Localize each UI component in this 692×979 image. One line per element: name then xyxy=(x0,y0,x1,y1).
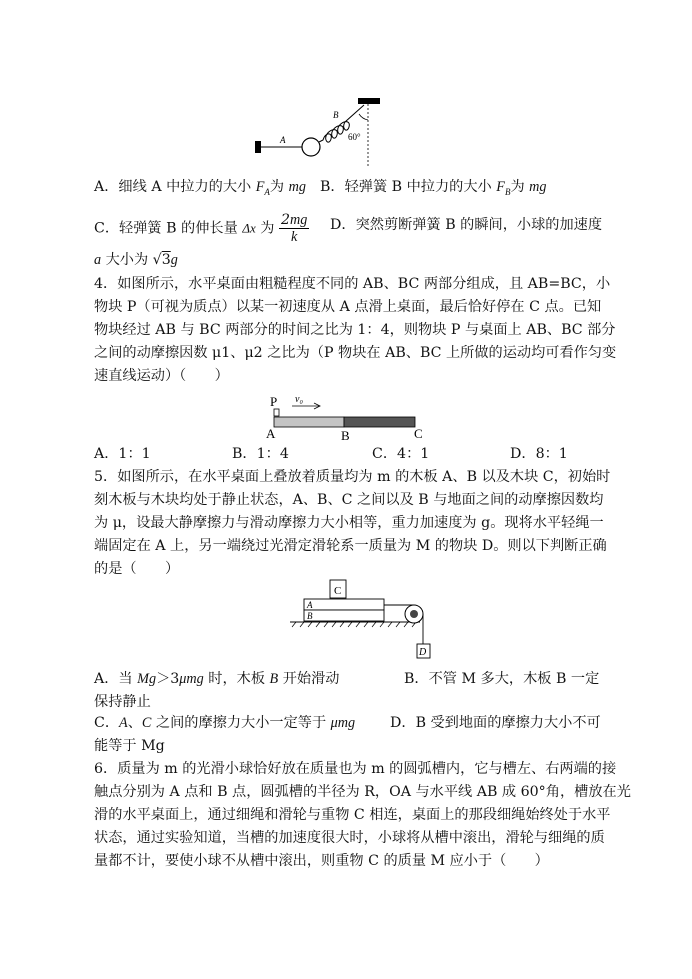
board-a xyxy=(304,599,384,610)
left-wall-block xyxy=(255,141,261,153)
q4-line-2: 物块 P（可视为质点）以某一初速度从 A 点滑上桌面，最后恰好停在 C 点。已知 xyxy=(94,299,602,315)
label-c: C xyxy=(334,585,342,597)
q3-figure xyxy=(250,96,390,168)
q4-option-d: D．8：1 xyxy=(510,446,568,462)
label-b: B xyxy=(307,611,313,621)
q4-option-a: A．1：1 xyxy=(94,446,151,462)
q5-line-4: 端固定在 A 上，另一端绕过光滑定滑轮系一质量为 M 的物块 D。则以下判断正确 xyxy=(94,538,607,554)
label-b: B xyxy=(341,428,350,442)
q6-line-2: 触点分别为 A 点和 B 点，圆弧槽的半径为 R，OA 与水平线 AB 成 60°角，槽放在光 xyxy=(94,784,631,800)
q5-option-a: A．当 Mg＞3μmg 时，木板 B 开始滑动 xyxy=(94,671,340,687)
label-v0: v₀ xyxy=(295,394,303,405)
label-a: A xyxy=(307,600,313,610)
q5-option-b-1: B．不管 M 多大，木板 B 一定 xyxy=(404,671,600,687)
segment-ab xyxy=(274,417,344,427)
q3-option-b: B．轻弹簧 B 中拉力的大小 $F_B$为 mg xyxy=(320,179,547,197)
q4-line-5: 速直线运动）（ ） xyxy=(94,368,229,384)
block-p xyxy=(274,409,279,416)
q6-line-3: 滑的水平桌面上，通过细绳和滑轮与重物 C 相连，桌面上的那段细绳始终处于水平 xyxy=(94,807,611,823)
segment-bc xyxy=(344,417,415,427)
pulley-inner xyxy=(410,610,418,618)
q3-option-d-2: a 大小为 √3g xyxy=(94,252,178,268)
board-b xyxy=(304,610,384,621)
label-b: B xyxy=(333,110,339,120)
q4-figure xyxy=(262,392,432,442)
q6-line-4: 状态，通过实验知道，当槽的加速度很大时，小球将从槽中滚出，滑轮与细绳的质 xyxy=(94,830,605,846)
q5-option-d-2: 能等于 Mg xyxy=(94,738,165,754)
table-hatch xyxy=(292,622,416,627)
q5-line-5: 的是（ ） xyxy=(94,561,180,577)
label-d: D xyxy=(419,647,427,658)
angle-label: 60° xyxy=(348,132,361,142)
q3-option-d-1: D．突然剪断弹簧 B 的瞬间，小球的加速度 xyxy=(330,217,603,233)
q6-line-5: 量都不计，要使小球不从槽中滚出，则重物 C 的质量 M 应小于（ ） xyxy=(94,853,549,869)
q3-option-a: A．细线 A 中拉力的大小 $F_A$为 mg xyxy=(94,179,306,197)
q5-option-d-1: D．B 受到地面的摩擦力大小不可 xyxy=(390,715,601,731)
q4-line-4: 之间的动摩擦因数 μ1、μ2 之比为（P 物块在 AB、BC 上所做的运动均可看作匀变 xyxy=(94,345,617,361)
ceiling-block xyxy=(358,98,380,104)
q3-option-c: C．轻弹簧 B 的伸长量 Δx 为 $\frac{2mg}{k}$ xyxy=(94,212,308,245)
label-c: C xyxy=(414,426,423,441)
q4-line-3: 物块经过 AB 与 BC 两部分的时间之比为 1：4，则物块 P 与桌面上 AB、BC 部分 xyxy=(94,322,616,338)
q4-option-b: B．1：4 xyxy=(232,446,289,462)
q5-line-2: 刻木板与木块均处于静止状态，A、B、C 之间以及 B 与地面之间的动摩擦因数均 xyxy=(94,492,604,508)
label-a: A xyxy=(280,135,286,145)
q5-option-b-2: 保持静止 xyxy=(94,694,151,710)
label-p: P xyxy=(270,394,278,409)
q4-option-c: C．4：1 xyxy=(372,446,430,462)
ball xyxy=(302,138,320,156)
angle-arc xyxy=(359,114,368,120)
q5-figure xyxy=(286,578,441,663)
q6-line-1: 6．质量为 m 的光滑小球恰好放在质量也为 m 的圆弧槽内，它与槽左、右两端的接 xyxy=(94,761,617,777)
q5-line-1: 5．如图所示，在水平桌面上叠放着质量均为 m 的木板 A、B 以及木块 C，初始时 xyxy=(94,469,611,485)
q4-line-1: 4．如图所示，水平桌面由粗糙程度不同的 AB、BC 两部分组成，且 AB=BC，小 xyxy=(94,276,611,292)
label-a: A xyxy=(266,426,276,441)
q5-option-c: C．A、C 之间的摩擦力大小一定等于 μmg xyxy=(94,715,356,731)
q5-line-3: 为 μ，设最大静摩擦力与滑动摩擦力大小相等，重力加速度为 g。现将水平轻绳一 xyxy=(94,515,604,531)
